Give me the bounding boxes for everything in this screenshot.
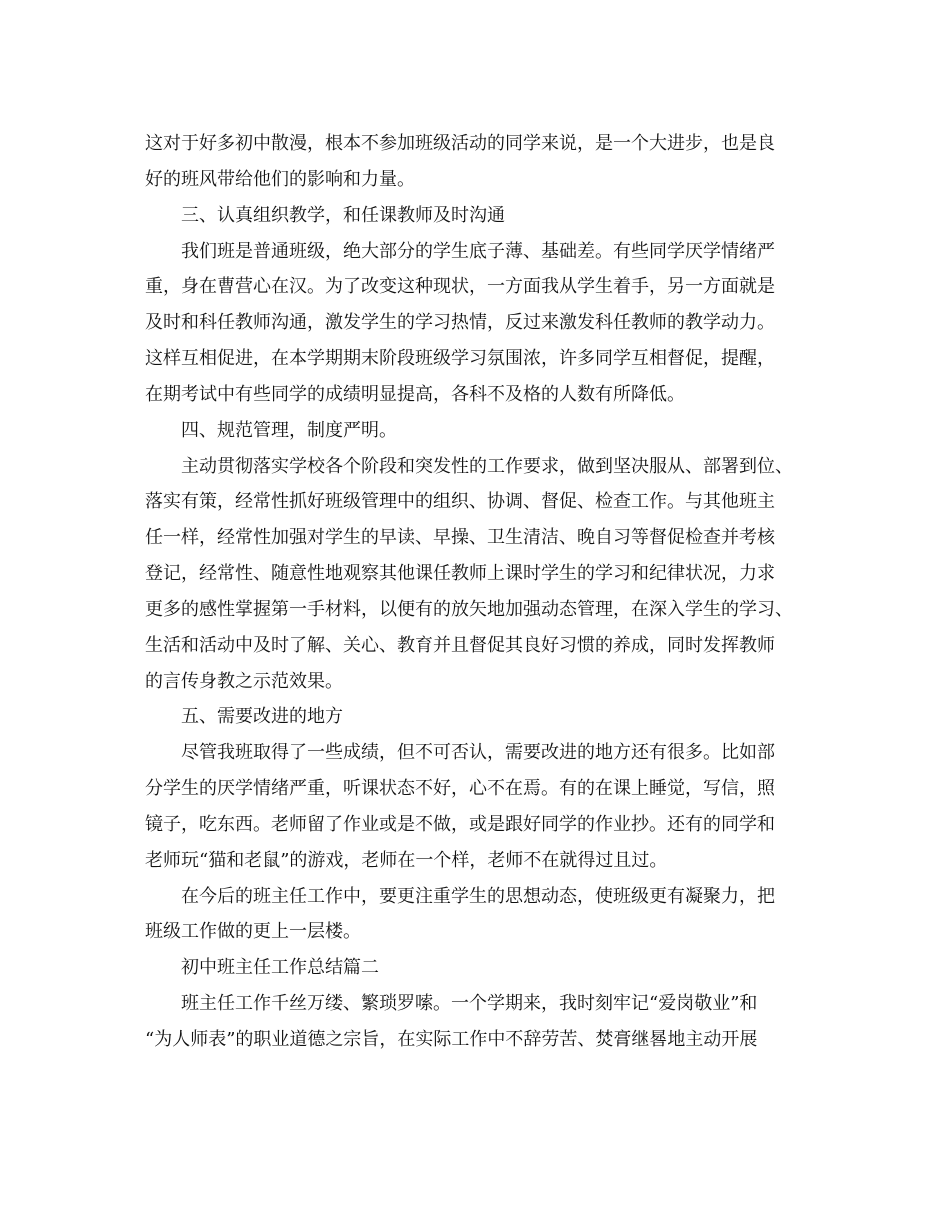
text-line: 这对于好多初中散漫，根本不参加班级活动的同学来说，是一个大进步，也是良 [145,133,775,154]
text-line: 及时和科任教师沟通，激发学生的学习热情，反过来激发科任教师的教学动力。 [145,312,775,333]
text-line: 尽管我班取得了一些成绩，但不可否认，需要改进的地方还有很多。比如部 [181,742,775,763]
text-line: 生活和活动中及时了解、关心、教育并且督促其良好习惯的养成，同时发挥教师 [145,635,775,656]
text-line: 在今后的班主任工作中，要更注重学生的思想动态，使班级更有凝聚力，把 [181,886,775,907]
text-line: 更多的感性掌握第一手材料，以便有的放矢地加强动态管理，在深入学生的学习、 [145,599,793,620]
text-line: 班级工作做的更上一层楼。 [145,921,361,942]
text-line: 落实有策，经常性抓好班级管理中的组织、协调、督促、检查工作。与其他班主 [145,491,775,512]
text-line: 登记，经常性、随意性地观察其他课任教师上课时学生的学习和纪律状况，力求 [145,563,775,584]
text-line: 在期考试中有些同学的成绩明显提高，各科不及格的人数有所降低。 [145,384,685,405]
section-heading: 初中班主任工作总结篇二 [181,957,379,978]
text-line: 任一样，经常性加强对学生的早读、早操、卫生清洁、晚自习等督促检查并考核 [145,527,775,548]
text-line: 主动贯彻落实学校各个阶段和突发性的工作要求，做到坚决服从、部署到位、 [181,456,793,477]
text-line: “为人师表”的职业道德之宗旨，在实际工作中不辞劳苦、焚膏继晷地主动开展 [145,1029,758,1050]
section-heading: 五、需要改进的地方 [181,706,343,727]
text-line: 镜子，吃东西。老师留了作业或是不做，或是跟好同学的作业抄。还有的同学和 [145,814,775,835]
text-line: 老师玩“猫和老鼠”的游戏，老师在一个样，老师不在就得过且过。 [145,850,668,871]
text-line: 班主任工作千丝万缕、繁琐罗嗦。一个学期来，我时刻牢记“爱岗敬业”和 [181,993,758,1014]
text-line: 重，身在曹营心在汉。为了改变这种现状，一方面我从学生着手，另一方面就是 [145,276,775,297]
text-line: 好的班风带给他们的影响和力量。 [145,169,415,190]
section-heading: 四、规范管理，制度严明。 [181,420,397,441]
text-line: 我们班是普通班级，绝大部分的学生底子薄、基础差。有些同学厌学情绪严 [181,241,775,262]
section-heading: 三、认真组织教学，和任课教师及时沟通 [181,205,505,226]
text-line: 的言传身教之示范效果。 [145,671,343,692]
text-line: 分学生的厌学情绪严重，听课状态不好，心不在焉。有的在课上睡觉，写信，照 [145,778,775,799]
text-line: 这样互相促进，在本学期期末阶段班级学习氛围浓，许多同学互相督促，提醒， [145,348,775,369]
